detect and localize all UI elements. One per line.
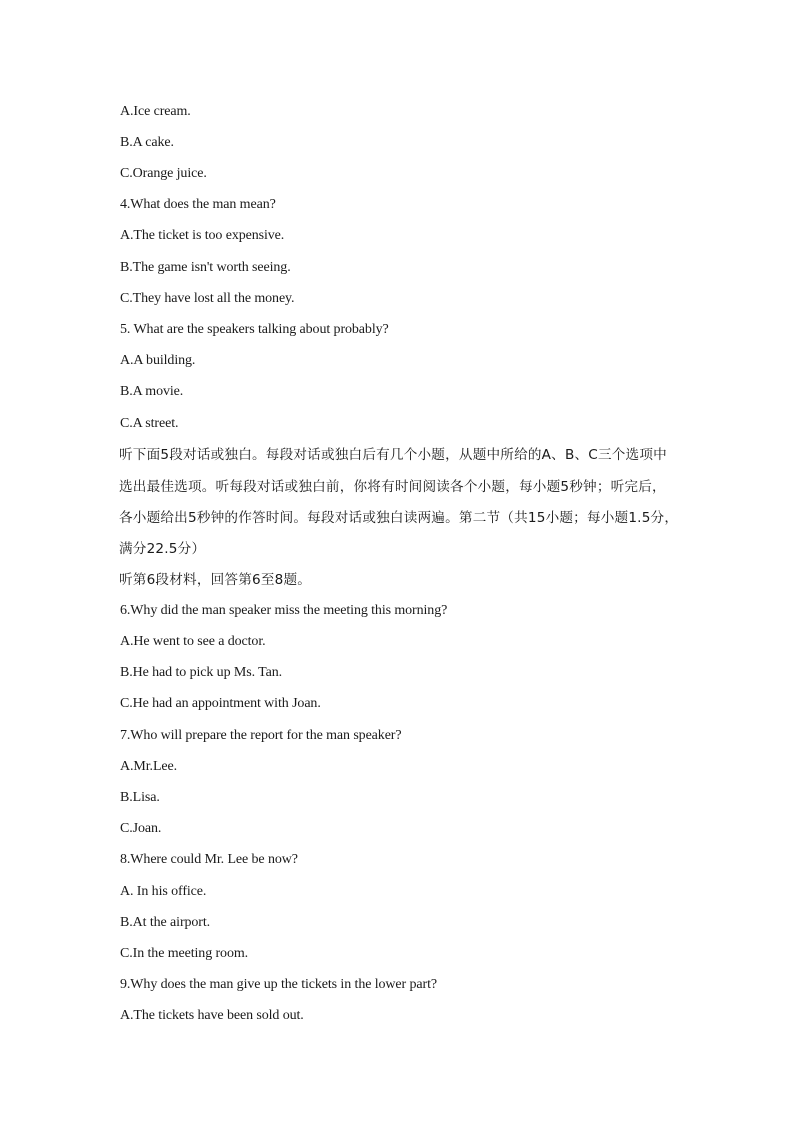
option-line: A.He went to see a doctor. [120,634,266,649]
question-line: 5. What are the speakers talking about probably? [120,322,389,337]
option-line: B.The game isn't worth seeing. [120,260,291,275]
option-line: A.Mr.Lee. [120,759,178,774]
option-line: A.Ice cream. [120,104,191,119]
instruction-line: 听下面5段对话或独白。每段对话或独白后有几个小题，从题中所给的A、B、C三个选项中 [119,447,667,463]
option-line: C.In the meeting room. [120,946,249,961]
option-line: C.A street. [120,416,179,431]
option-line: C.Joan. [120,821,162,836]
option-line: C.They have lost all the money. [120,291,295,306]
question-line: 6.Why did the man speaker miss the meeting this morning? [120,603,448,618]
option-line: B.Lisa. [120,790,160,805]
instruction-line: 听第6段材料，回答第6至8题。 [119,572,312,588]
instruction-line: 选出最佳选项。听每段对话或独白前，你将有时间阅读各个小题，每小题5秒钟；听完后， [119,479,666,495]
question-line: 4.What does the man mean? [120,197,276,212]
option-line: A.A building. [120,353,196,368]
option-line: A. In his office. [120,884,207,899]
option-line: C.He had an appointment with Joan. [120,696,321,711]
question-line: 9.Why does the man give up the tickets in the lower part? [120,977,437,992]
option-line: B.A movie. [120,384,184,399]
option-line: A.The tickets have been sold out. [120,1008,304,1023]
option-line: B.A cake. [120,135,174,150]
question-line: 8.Where could Mr. Lee be now? [120,852,298,867]
option-line: A.The ticket is too expensive. [120,228,285,243]
option-line: B.He had to pick up Ms. Tan. [120,665,283,680]
option-line: C.Orange juice. [120,166,207,181]
instruction-line: 各小题给出5秒钟的作答时间。每段对话或独白读两遍。第二节（共15小题；每小题1.5分， [119,510,679,526]
instruction-line: 满分22.5分） [119,541,206,557]
question-line: 7.Who will prepare the report for the man speaker? [120,728,402,743]
option-line: B.At the airport. [120,915,211,930]
